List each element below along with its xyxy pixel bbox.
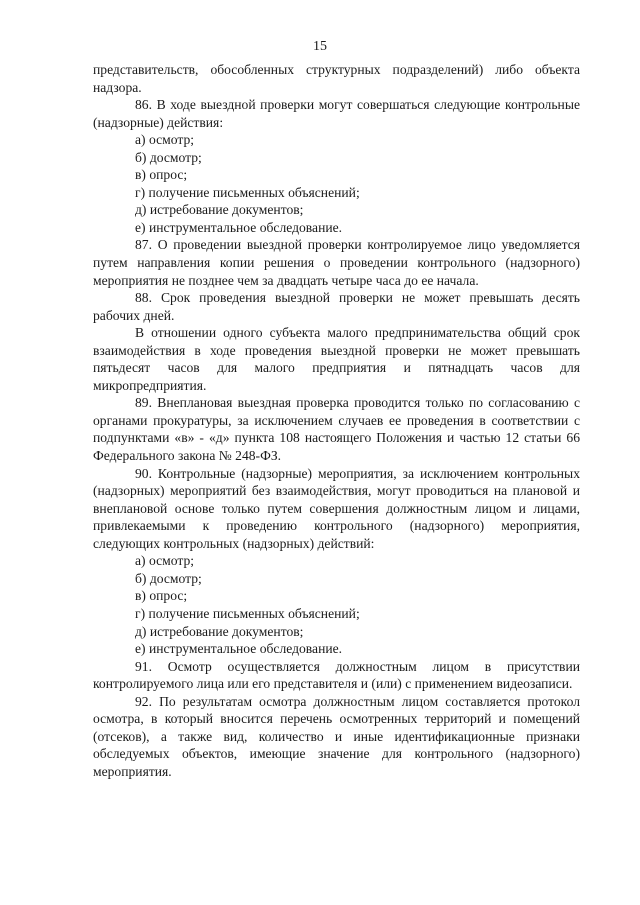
- page-number: 15: [313, 39, 327, 54]
- list-item: а) осмотр;: [135, 553, 195, 569]
- paragraph: представительств, обособленных структурных подразделений) либо объекта надзора.: [93, 62, 580, 95]
- paragraph-86: 86. В ходе выездной проверки могут совершаться следующие контрольные (надзорные) действия:: [93, 97, 580, 130]
- paragraph-90: 90. Контрольные (надзорные) мероприятия, за исключением контрольных (надзорных) мероприятий без взаимодействия, могут проводиться на плановой и внеплановой основе только путем совершения должностным лицом и лицами, привлекаемыми к проведению контрольного (надзорного) мероприятия, следующих контрольных (надзорных) действий:: [93, 465, 580, 551]
- paragraph-88: 88. Срок проведения выездной проверки не может превышать десять рабочих дней.: [93, 290, 580, 323]
- list-item: б) досмотр;: [135, 149, 202, 165]
- paragraph-89: 89. Внеплановая выездная проверка проводится только по согласованию с органами прокуратуры, за исключением случаев ее проведения в соответствии с подпунктами «в» - «д» пункта 108 настоящего Положения и частью 12 статьи 66 Федерального закона № 248-ФЗ.: [93, 395, 580, 464]
- list-item: а) осмотр;: [135, 132, 195, 148]
- list-item: б) досмотр;: [135, 570, 202, 586]
- paragraph-92: 92. По результатам осмотра должностным лицом составляется протокол осмотра, в который вносится перечень осмотренных территорий и помещений (отсеков), а также вид, количество и иные идентификационные признаки обследуемых объектов, имеющие значение для контрольного (надзорного) мероприятия.: [93, 693, 580, 779]
- list-item: е) инструментальное обследование.: [135, 219, 343, 235]
- list-item: г) получение письменных объяснений;: [135, 184, 360, 200]
- list-item: г) получение письменных объяснений;: [135, 605, 360, 621]
- list-item: в) опрос;: [135, 588, 188, 604]
- list-item: д) истребование документов;: [135, 202, 304, 218]
- paragraph-91: 91. Осмотр осуществляется должностным лицом в присутствии контролируемого лица или его представителя и (или) с применением видеозаписи.: [93, 658, 580, 692]
- list-item: е) инструментальное обследование.: [135, 641, 343, 657]
- document-body: [93, 61, 580, 780]
- paragraph: В отношении одного субъекта малого предпринимательства общий срок взаимодействия в ходе проведения выездной проверки не может превышать пятьдесят часов для малого предприятия и пятнадцать часов для микропредприятия.: [93, 325, 580, 393]
- list-item: в) опрос;: [135, 167, 188, 183]
- list-item: д) истребование документов;: [135, 623, 304, 639]
- paragraph-87: 87. О проведении выездной проверки контролируемое лицо уведомляется путем направления копии решения о проведении контрольного (надзорного) мероприятия не позднее чем за двадцать четыре часа до ее начала.: [93, 237, 580, 288]
